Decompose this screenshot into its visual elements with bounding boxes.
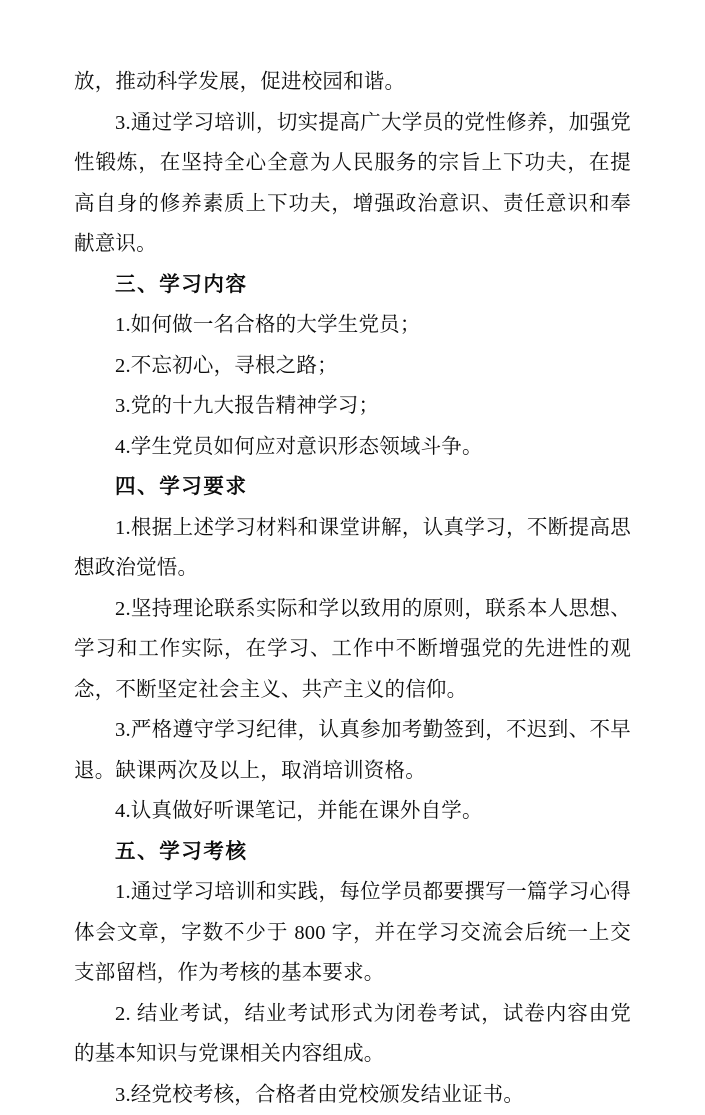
document-body [74, 62, 631, 1115]
list-item-assessment-3: 3.经党校考核，合格者由党校颁发结业证书。 [74, 1075, 631, 1115]
paragraph-aim-3: 3.通过学习培训，切实提高广大学员的党性修养，加强党性锻炼，在坚持全心全意为人民服务的宗旨上下功夫，在提高自身的修养素质上下功夫，增强政治意识、责任意识和奉献意识。 [74, 103, 631, 265]
section-heading-four: 四、学习要求 [74, 467, 631, 508]
list-item-assessment-1: 1.通过学习培训和实践，每位学员都要撰写一篇学习心得体会文章，字数不少于 800 字，并在学习交流会后统一上交支部留档，作为考核的基本要求。 [74, 872, 631, 994]
list-item-content-3: 3.党的十九大报告精神学习； [74, 386, 631, 427]
section-heading-five: 五、学习考核 [74, 832, 631, 873]
list-item-requirement-3: 3.严格遵守学习纪律，认真参加考勤签到，不迟到、不早退。缺课两次及以上，取消培训资格。 [74, 710, 631, 791]
list-item-assessment-2: 2. 结业考试，结业考试形式为闭卷考试，试卷内容由党的基本知识与党课相关内容组成。 [74, 994, 631, 1075]
list-item-requirement-2: 2.坚持理论联系实际和学以致用的原则，联系本人思想、学习和工作实际，在学习、工作中不断增强党的先进性的观念，不断坚定社会主义、共产主义的信仰。 [74, 589, 631, 711]
list-item-content-4: 4.学生党员如何应对意识形态领域斗争。 [74, 427, 631, 468]
list-item-content-2: 2.不忘初心，寻根之路； [74, 346, 631, 387]
section-heading-three: 三、学习内容 [74, 265, 631, 306]
list-item-requirement-1: 1.根据上述学习材料和课堂讲解，认真学习，不断提高思想政治觉悟。 [74, 508, 631, 589]
list-item-requirement-4: 4.认真做好听课笔记，并能在课外自学。 [74, 791, 631, 832]
list-item-content-1: 1.如何做一名合格的大学生党员； [74, 305, 631, 346]
paragraph-continuation: 放，推动科学发展，促进校园和谐。 [74, 62, 631, 103]
